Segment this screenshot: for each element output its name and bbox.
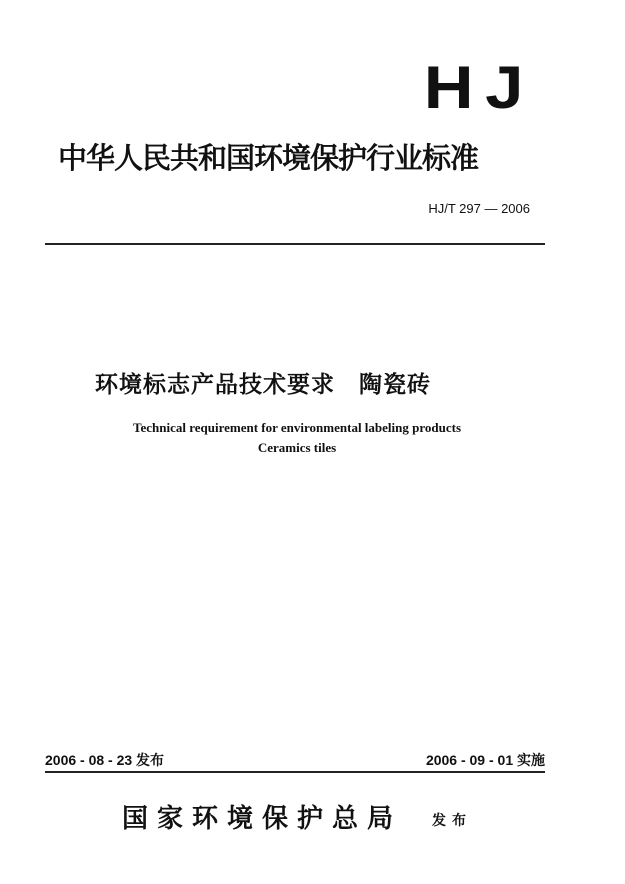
publisher: 国家环境保护总局 xyxy=(122,804,403,834)
english-title-line-2: Ceramics tiles xyxy=(257,440,337,455)
effective-date: 2006 - 09 - 01 实施 xyxy=(425,752,545,768)
standard-category-title: 中华人民共和国环境保护行业标准 xyxy=(58,141,479,175)
title-part-2: 陶瓷砖 xyxy=(359,372,431,398)
header-divider xyxy=(45,243,545,245)
issue-date: 2006 - 08 - 23 发布 xyxy=(45,752,165,768)
standard-number: HJ/T 297 — 2006 xyxy=(428,201,530,216)
document-title xyxy=(95,366,431,399)
publish-label: 发布 xyxy=(432,813,472,829)
hj-logo: HJ xyxy=(423,54,535,121)
title-part-1: 环境标志产品技术要求 xyxy=(95,372,335,398)
footer-divider xyxy=(45,771,545,773)
english-title-line-1: Technical requirement for environmental labeling products xyxy=(132,420,462,435)
